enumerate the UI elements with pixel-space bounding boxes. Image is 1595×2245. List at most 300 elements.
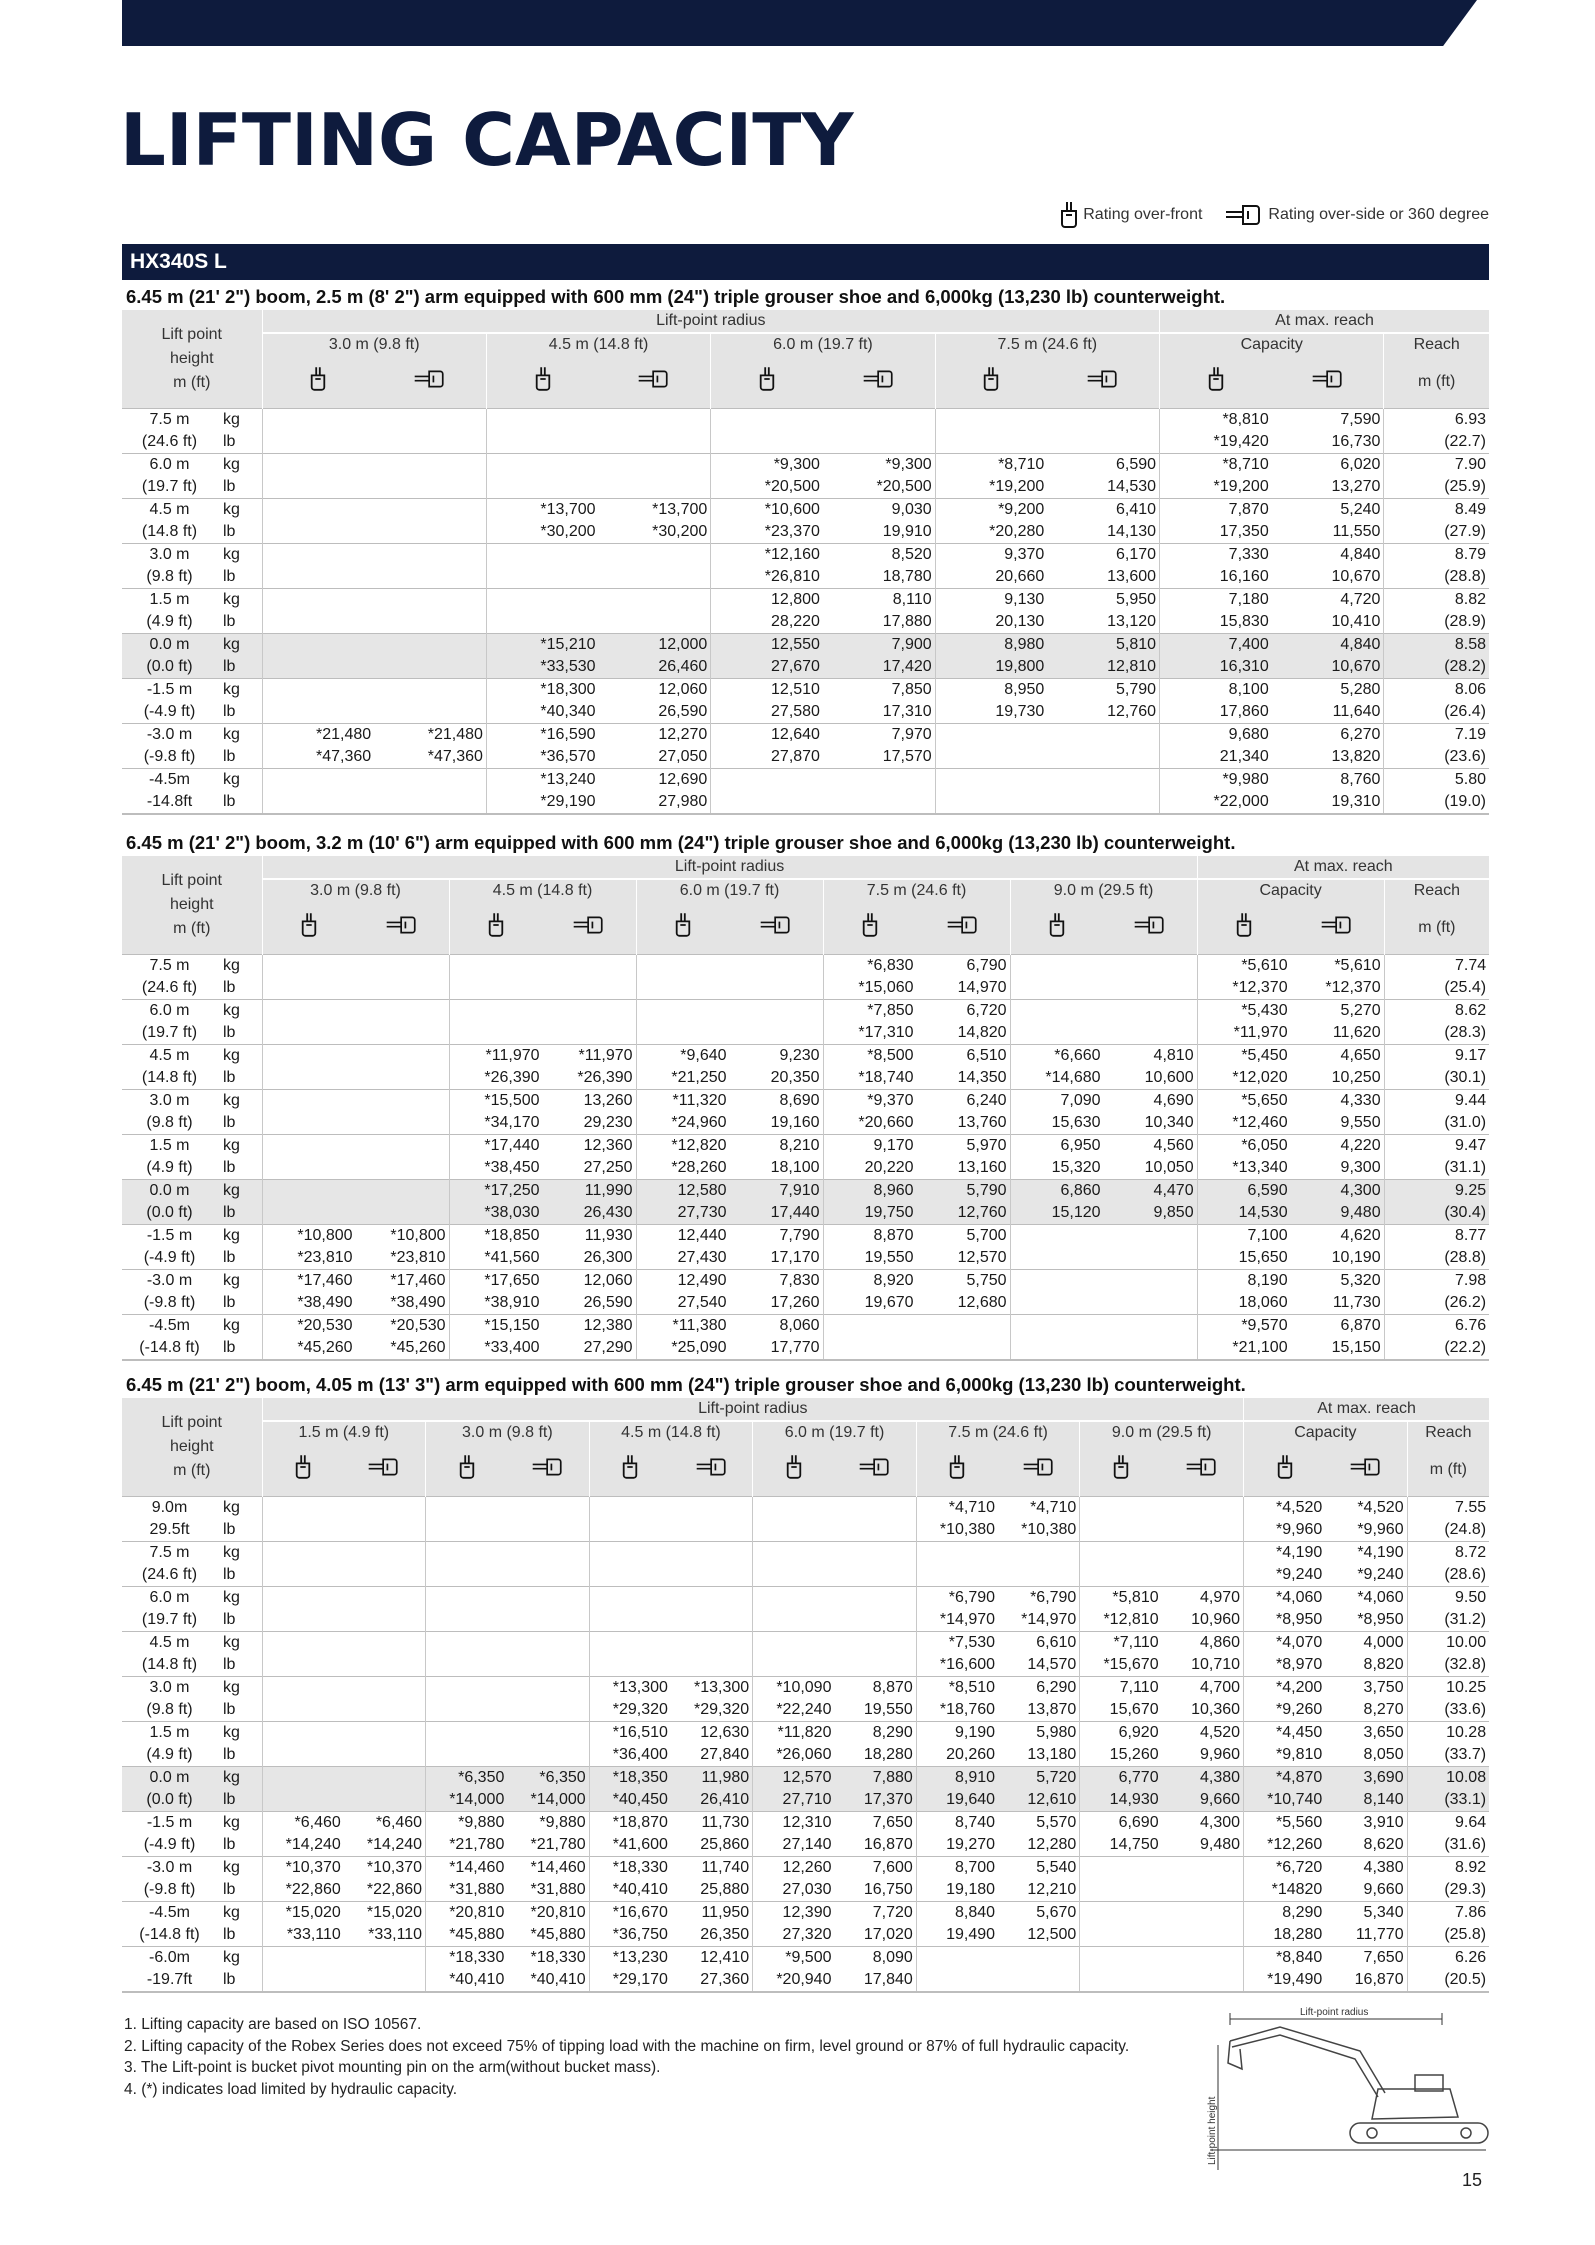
- capacity-cell: 6,690: [1080, 1812, 1162, 1835]
- capacity-cell: [1010, 1022, 1104, 1045]
- capacity-cell: 27,030: [753, 1879, 835, 1902]
- capacity-cell: [1080, 1879, 1162, 1902]
- capacity-cell: *40,410: [589, 1879, 671, 1902]
- capacity-cell: (19.0): [1384, 791, 1489, 814]
- lift-radius-header: Lift-point radius: [262, 310, 1160, 333]
- capacity-cell: 6,270: [1272, 724, 1384, 747]
- unit-cell: lb: [223, 1881, 236, 1898]
- capacity-cell: 12,760: [1107, 703, 1157, 720]
- capacity-cell: 6,860: [1010, 1180, 1104, 1203]
- capacity-cell: [543, 977, 637, 1000]
- unit-cell: kg: [217, 1902, 262, 1925]
- capacity-cell: [730, 977, 824, 1000]
- capacity-cell: [262, 1135, 356, 1158]
- capacity-cell: 7,100: [1197, 1225, 1291, 1248]
- table-row: [122, 1022, 1489, 1045]
- capacity-cell: 8,090: [834, 1947, 916, 1970]
- unit-cell: kg: [217, 1180, 262, 1203]
- capacity-cell: 6,290: [998, 1677, 1080, 1700]
- unit-cell: kg: [217, 454, 262, 477]
- capacity-cell: *4,710: [998, 1497, 1080, 1520]
- capacity-cell: [636, 955, 730, 978]
- capacity-cell: [753, 1519, 835, 1542]
- over-front-icon: [487, 910, 505, 940]
- capacity-cell: *41,600: [589, 1834, 671, 1857]
- table-row: [122, 1564, 1489, 1587]
- capacity-cell: [1162, 1497, 1244, 1520]
- capacity-cell: [356, 1135, 450, 1158]
- unit-cell: lb: [223, 1971, 236, 1988]
- capacity-cell: 19,490: [916, 1924, 998, 1947]
- capacity-cell: 17,860: [1160, 701, 1272, 724]
- capacity-cell: *20,280: [935, 521, 1047, 544]
- capacity-cell: [426, 1519, 508, 1542]
- capacity-cell: [262, 1157, 356, 1180]
- capacity-cell: 17,170: [770, 1249, 820, 1266]
- unit-cell: lb: [217, 656, 262, 679]
- capacity-cell: *9,500: [753, 1947, 835, 1970]
- capacity-cell: *6,790: [998, 1587, 1080, 1610]
- capacity-cell: [1010, 1270, 1104, 1293]
- radius-column-header: 3.0 m (9.8 ft): [426, 1421, 590, 1444]
- capacity-cell: *8,970: [1244, 1654, 1326, 1677]
- capacity-cell: *17,460: [356, 1270, 450, 1293]
- capacity-cell: [374, 611, 486, 634]
- capacity-cell: 8.79: [1384, 544, 1489, 567]
- capacity-cell: [599, 454, 711, 477]
- capacity-cell: [1010, 1337, 1104, 1360]
- capacity-cell: *47,360: [427, 748, 483, 765]
- side-rating-column: [730, 902, 824, 955]
- capacity-cell: [753, 1654, 835, 1677]
- capacity-cell: [1104, 955, 1198, 978]
- capacity-cell: 3,650: [1325, 1722, 1407, 1745]
- capacity-cell: 7.55: [1407, 1497, 1489, 1520]
- table-row: [122, 1519, 1489, 1542]
- capacity-cell: *20,940: [753, 1969, 835, 1992]
- lift-height-cell: (19.7 ft): [141, 478, 198, 495]
- capacity-cell: 9,960: [1199, 1746, 1241, 1763]
- capacity-cell: [262, 1564, 344, 1587]
- over-front-icon: [294, 1452, 312, 1482]
- capacity-cell: *9,260: [1244, 1699, 1326, 1722]
- lift-point-height-header: [122, 1398, 262, 1497]
- lift-height-cell: 1.5 m: [122, 1135, 217, 1158]
- capacity-cell: 4,650: [1291, 1045, 1385, 1068]
- table-row: [122, 566, 1489, 589]
- capacity-cell: [426, 1699, 508, 1722]
- capacity-cell: *25,090: [636, 1337, 730, 1360]
- capacity-cell: [917, 1337, 1011, 1360]
- capacity-cell: 9.17: [1384, 1045, 1489, 1068]
- note: 2. Lifting capacity of the Robex Series does not exceed 75% of tipping load with the machine on firm, level ground or 87% of full hydraulic capacity.: [124, 2037, 1130, 2055]
- lift-height-cell: (14.8 ft): [141, 523, 198, 540]
- capacity-cell: 5,270: [1291, 1000, 1385, 1023]
- capacity-cell: 17,570: [882, 748, 932, 765]
- capacity-cell: [589, 1542, 671, 1565]
- capacity-cell: *8,500: [823, 1045, 917, 1068]
- unit-cell: kg: [217, 724, 262, 747]
- capacity-cell: *24,960: [636, 1112, 730, 1135]
- capacity-cell: [262, 955, 356, 978]
- capacity-cell: 10.28: [1407, 1722, 1489, 1745]
- reach-unit-header: m (ft): [1384, 356, 1489, 409]
- table-title: 6.45 m (21' 2") boom, 2.5 m (8' 2") arm equipped with 600 mm (24") triple grouser shoe and 6,000kg (13,230 lb) counterweight.: [126, 286, 1226, 307]
- lift-height-cell: 7.5 m: [122, 1542, 217, 1565]
- capacity-cell: 6,410: [1047, 499, 1159, 522]
- side-rating-column: [1047, 356, 1159, 409]
- capacity-cell: [1162, 1969, 1244, 1992]
- capacity-cell: 17,370: [834, 1789, 916, 1812]
- capacity-cell: 12,630: [671, 1722, 753, 1745]
- capacity-cell: *10,370: [344, 1857, 426, 1880]
- capacity-cell: 8,870: [834, 1677, 916, 1700]
- capacity-cell: [374, 566, 486, 589]
- lift-height-cell: 0.0 m: [122, 1767, 217, 1790]
- capacity-cell: 5,720: [998, 1767, 1080, 1790]
- over-side-icon: [1133, 914, 1167, 936]
- table-row: [122, 1202, 1489, 1225]
- capacity-cell: *16,600: [916, 1654, 998, 1677]
- capacity-cell: 3,910: [1325, 1812, 1407, 1835]
- table-row: [122, 955, 1489, 978]
- capacity-cell: [1047, 791, 1159, 814]
- capacity-cell: [1162, 1947, 1244, 1970]
- capacity-cell: [262, 589, 374, 612]
- capacity-cell: [344, 1519, 426, 1542]
- lift-radius-header: Lift-point radius: [262, 1398, 1244, 1421]
- unit-cell: lb: [223, 1746, 236, 1763]
- capacity-cell: 8,060: [730, 1315, 824, 1338]
- capacity-cell: [935, 724, 1047, 747]
- side-rating-column: [1291, 902, 1385, 955]
- capacity-cell: 26,590: [583, 1294, 633, 1311]
- table-row: [122, 1247, 1489, 1270]
- unit-cell: lb: [223, 1611, 236, 1628]
- capacity-cell: *36,570: [486, 746, 598, 769]
- capacity-cell: *36,750: [589, 1924, 671, 1947]
- capacity-cell: [262, 1654, 344, 1677]
- capacity-cell: [823, 409, 935, 432]
- lift-height-cell: (4.9 ft): [146, 1746, 193, 1763]
- table-row: [122, 1292, 1489, 1315]
- lift-height-cell: -3.0 m: [122, 724, 217, 747]
- front-rating-column: [636, 902, 730, 955]
- lift-height-cell: (19.7 ft): [141, 1024, 198, 1041]
- unit-cell: lb: [223, 1294, 236, 1311]
- capacity-cell: *4,870: [1244, 1767, 1326, 1790]
- capacity-cell: [344, 1497, 426, 1520]
- capacity-cell: 9,850: [1104, 1202, 1198, 1225]
- capacity-cell: *9,300: [711, 454, 823, 477]
- capacity-cell: *11,970: [543, 1045, 637, 1068]
- capacity-cell: 12,380: [543, 1315, 637, 1338]
- capacity-cell: 12,800: [711, 589, 823, 612]
- over-front-icon: [309, 364, 327, 394]
- table-row: [122, 1045, 1489, 1068]
- capacity-cell: 7,900: [823, 634, 935, 657]
- front-rating-column: [262, 1444, 344, 1497]
- capacity-cell: [449, 1000, 543, 1023]
- legend-front-label: Rating over-front: [1083, 206, 1203, 223]
- note: 3. The Lift-point is bucket pivot mounting pin on the arm(without bucket mass).: [124, 2059, 661, 2076]
- capacity-cell: 17,350: [1160, 521, 1272, 544]
- capacity-cell: [1010, 1292, 1104, 1315]
- lift-height-cell: (-9.8 ft): [143, 1294, 196, 1311]
- capacity-cell: 14,530: [1197, 1202, 1291, 1225]
- capacity-cell: *11,320: [636, 1090, 730, 1113]
- radius-column-header: 1.5 m (4.9 ft): [262, 1421, 426, 1444]
- capacity-cell: [374, 521, 486, 544]
- capacity-cell: 11,930: [543, 1225, 637, 1248]
- capacity-cell: *45,260: [390, 1339, 446, 1356]
- unit-cell: lb: [223, 793, 236, 810]
- capacity-cell: [1162, 1924, 1244, 1947]
- capacity-cell: [753, 1542, 835, 1565]
- capacity-cell: [374, 499, 486, 522]
- capacity-cell: *15,060: [823, 977, 917, 1000]
- capacity-cell: [262, 544, 374, 567]
- capacity-cell: [356, 1045, 450, 1068]
- table-row: [122, 977, 1489, 1000]
- capacity-cell: [486, 544, 598, 567]
- capacity-cell: [374, 544, 486, 567]
- capacity-cell: (25.4): [1384, 977, 1489, 1000]
- capacity-cell: [823, 791, 935, 814]
- capacity-cell: [486, 454, 598, 477]
- capacity-cell: [711, 769, 823, 792]
- capacity-cell: 8,110: [823, 589, 935, 612]
- unit-cell: kg: [217, 679, 262, 702]
- capacity-cell: 5,980: [998, 1722, 1080, 1745]
- unit-cell: lb: [223, 613, 236, 630]
- capacity-cell: 4,810: [1104, 1045, 1198, 1068]
- lift-height-cell: 6.0 m: [122, 1587, 217, 1610]
- capacity-cell: [1104, 1247, 1198, 1270]
- capacity-cell: *22,860: [366, 1881, 423, 1898]
- capacity-cell: *7,850: [823, 1000, 917, 1023]
- capacity-cell: [426, 1722, 508, 1745]
- lift-height-cell: (-4.9 ft): [143, 703, 196, 720]
- capacity-cell: 5,340: [1325, 1902, 1407, 1925]
- side-rating-column: [917, 902, 1011, 955]
- capacity-cell: 26,350: [700, 1926, 750, 1943]
- unit-cell: lb: [223, 1701, 236, 1718]
- over-side-icon: [1224, 203, 1264, 227]
- over-side-icon: [367, 1456, 401, 1478]
- capacity-cell: *9,960: [1244, 1519, 1326, 1542]
- capacity-cell: *14,240: [366, 1836, 423, 1853]
- radius-column-header: 9.0 m (29.5 ft): [1010, 879, 1197, 902]
- capacity-cell: 8,950: [935, 679, 1047, 702]
- capacity-cell: 27,670: [711, 656, 823, 679]
- capacity-cell: [1080, 1519, 1162, 1542]
- capacity-cell: 12,550: [711, 634, 823, 657]
- capacity-cell: 19,160: [770, 1114, 820, 1131]
- capacity-cell: *18,330: [589, 1857, 671, 1880]
- table-row: [122, 1337, 1489, 1360]
- unit-cell: kg: [217, 1135, 262, 1158]
- capacity-cell: (33.1): [1407, 1789, 1489, 1812]
- capacity-cell: 26,460: [599, 656, 711, 679]
- capacity-cell: 8.77: [1384, 1225, 1489, 1248]
- capacity-cell: 8,760: [1272, 769, 1384, 792]
- capacity-cell: [486, 409, 598, 432]
- table-row: [122, 679, 1489, 702]
- capacity-cell: *6,660: [1010, 1045, 1104, 1068]
- capacity-cell: [486, 566, 598, 589]
- capacity-cell: *29,320: [589, 1699, 671, 1722]
- lift-height-cell: 1.5 m: [122, 589, 217, 612]
- capacity-cell: *36,400: [589, 1744, 671, 1767]
- capacity-cell: *8,710: [1160, 454, 1272, 477]
- lift-height-cell: (24.6 ft): [141, 979, 198, 996]
- capacity-cell: 27,870: [711, 746, 823, 769]
- capacity-cell: 12,680: [957, 1294, 1007, 1311]
- capacity-cell: *17,440: [449, 1135, 543, 1158]
- capacity-cell: 10,710: [1191, 1656, 1241, 1673]
- table-row: [122, 1090, 1489, 1113]
- capacity-cell: [344, 1744, 426, 1767]
- capacity-cell: 8,520: [823, 544, 935, 567]
- capacity-cell: *22,860: [262, 1879, 344, 1902]
- capacity-cell: [823, 769, 935, 792]
- capacity-cell: (24.8): [1407, 1519, 1489, 1542]
- capacity-cell: [374, 656, 486, 679]
- capacity-cell: 4,840: [1272, 544, 1384, 567]
- over-side-icon: [1185, 1456, 1219, 1478]
- capacity-cell: 16,870: [1354, 1971, 1404, 1988]
- capacity-header: Capacity: [1244, 1421, 1408, 1444]
- capacity-cell: [599, 611, 711, 634]
- capacity-cell: *18,330: [426, 1947, 508, 1970]
- capacity-cell: 27,290: [583, 1339, 633, 1356]
- capacity-cell: [1104, 1000, 1198, 1023]
- height-label: Lift-point height: [1207, 2096, 1218, 2165]
- capacity-cell: [262, 1744, 344, 1767]
- table-row: [122, 1587, 1489, 1610]
- capacity-cell: 13,160: [957, 1159, 1007, 1176]
- capacity-cell: [998, 1542, 1080, 1565]
- capacity-cell: [599, 431, 711, 454]
- capacity-cell: 10,340: [1144, 1114, 1194, 1131]
- capacity-cell: *18,300: [486, 679, 598, 702]
- capacity-cell: 8.58: [1384, 634, 1489, 657]
- capacity-cell: 17,440: [730, 1202, 824, 1225]
- lift-height-cell: 6.0 m: [122, 454, 217, 477]
- capacity-cell: [834, 1587, 916, 1610]
- capacity-cell: *11,970: [449, 1045, 543, 1068]
- capacity-cell: [507, 1654, 589, 1677]
- capacity-cell: *10,800: [356, 1225, 450, 1248]
- capacity-cell: *8,710: [935, 454, 1047, 477]
- capacity-cell: *4,450: [1244, 1722, 1326, 1745]
- capacity-cell: 12,570: [753, 1767, 835, 1790]
- capacity-cell: [1162, 1902, 1244, 1925]
- capacity-cell: *14,000: [507, 1789, 589, 1812]
- capacity-cell: 6.76: [1384, 1315, 1489, 1338]
- header-lift-point: Lift point: [161, 326, 222, 343]
- capacity-cell: *30,200: [486, 521, 598, 544]
- capacity-cell: *19,420: [1160, 431, 1272, 454]
- capacity-cell: [1104, 1270, 1198, 1293]
- capacity-cell: [262, 1699, 344, 1722]
- capacity-cell: 10,360: [1191, 1701, 1241, 1718]
- capacity-cell: *12,820: [636, 1135, 730, 1158]
- radius-column-header: 4.5 m (14.8 ft): [486, 333, 710, 356]
- over-side-icon: [531, 1456, 565, 1478]
- capacity-header: Capacity: [1197, 879, 1384, 902]
- capacity-cell: 16,870: [863, 1836, 913, 1853]
- capacity-cell: [262, 1497, 344, 1520]
- capacity-cell: [262, 1609, 344, 1632]
- capacity-cell: 9,370: [935, 544, 1047, 567]
- capacity-cell: 15,150: [1331, 1339, 1381, 1356]
- capacity-cell: *12,020: [1197, 1067, 1291, 1090]
- capacity-cell: *9,570: [1197, 1315, 1291, 1338]
- lift-height-cell: 7.5 m: [122, 409, 217, 432]
- over-front-icon: [1048, 910, 1066, 940]
- max-reach-header: At max. reach: [1197, 856, 1489, 879]
- capacity-cell: *45,880: [426, 1924, 508, 1947]
- side-rating-column: [1162, 1444, 1244, 1497]
- capacity-cell: 10.25: [1407, 1677, 1489, 1700]
- capacity-cell: *21,480: [374, 724, 486, 747]
- capacity-cell: 14,570: [1027, 1656, 1077, 1673]
- capacity-cell: [262, 611, 374, 634]
- capacity-cell: 19,750: [823, 1202, 917, 1225]
- capacity-cell: *16,590: [486, 724, 598, 747]
- radius-column-header: 6.0 m (19.7 ft): [711, 333, 935, 356]
- capacity-cell: 26,300: [583, 1249, 633, 1266]
- capacity-cell: *4,060: [1325, 1587, 1407, 1610]
- capacity-cell: *8,510: [916, 1677, 998, 1700]
- over-side-icon: [385, 914, 419, 936]
- side-rating-column: [543, 902, 637, 955]
- over-front-icon: [458, 1452, 476, 1482]
- capacity-cell: [1010, 1315, 1104, 1338]
- capacity-cell: [823, 1315, 917, 1338]
- capacity-cell: 6,240: [917, 1090, 1011, 1113]
- capacity-cell: 20,220: [823, 1157, 917, 1180]
- capacity-cell: 18,100: [770, 1159, 820, 1176]
- unit-cell: kg: [217, 1497, 262, 1520]
- capacity-cell: 16,730: [1331, 433, 1381, 450]
- capacity-cell: *14,680: [1010, 1067, 1104, 1090]
- capacity-cell: [1047, 409, 1159, 432]
- capacity-cell: 18,060: [1197, 1292, 1291, 1315]
- lift-height-cell: 4.5 m: [122, 1045, 217, 1068]
- legend-side-label: Rating over-side or 360 degree: [1268, 206, 1489, 223]
- capacity-cell: *38,490: [262, 1292, 356, 1315]
- table-row: [122, 769, 1489, 792]
- capacity-cell: [374, 476, 486, 499]
- capacity-cell: 26,590: [658, 703, 708, 720]
- capacity-cell: 5.80: [1384, 769, 1489, 792]
- capacity-cell: 6.26: [1407, 1947, 1489, 1970]
- over-front-icon: [1112, 1452, 1130, 1482]
- front-rating-column: [426, 1444, 508, 1497]
- table-row: [122, 454, 1489, 477]
- capacity-cell: [599, 589, 711, 612]
- capacity-cell: [599, 544, 711, 567]
- header-lift-point: Lift point: [161, 1414, 222, 1431]
- capacity-cell: 17,260: [770, 1294, 820, 1311]
- capacity-cell: *11,820: [753, 1722, 835, 1745]
- capacity-cell: *13,300: [589, 1677, 671, 1700]
- table-row: [122, 1767, 1489, 1790]
- capacity-cell: 8,290: [1244, 1902, 1326, 1925]
